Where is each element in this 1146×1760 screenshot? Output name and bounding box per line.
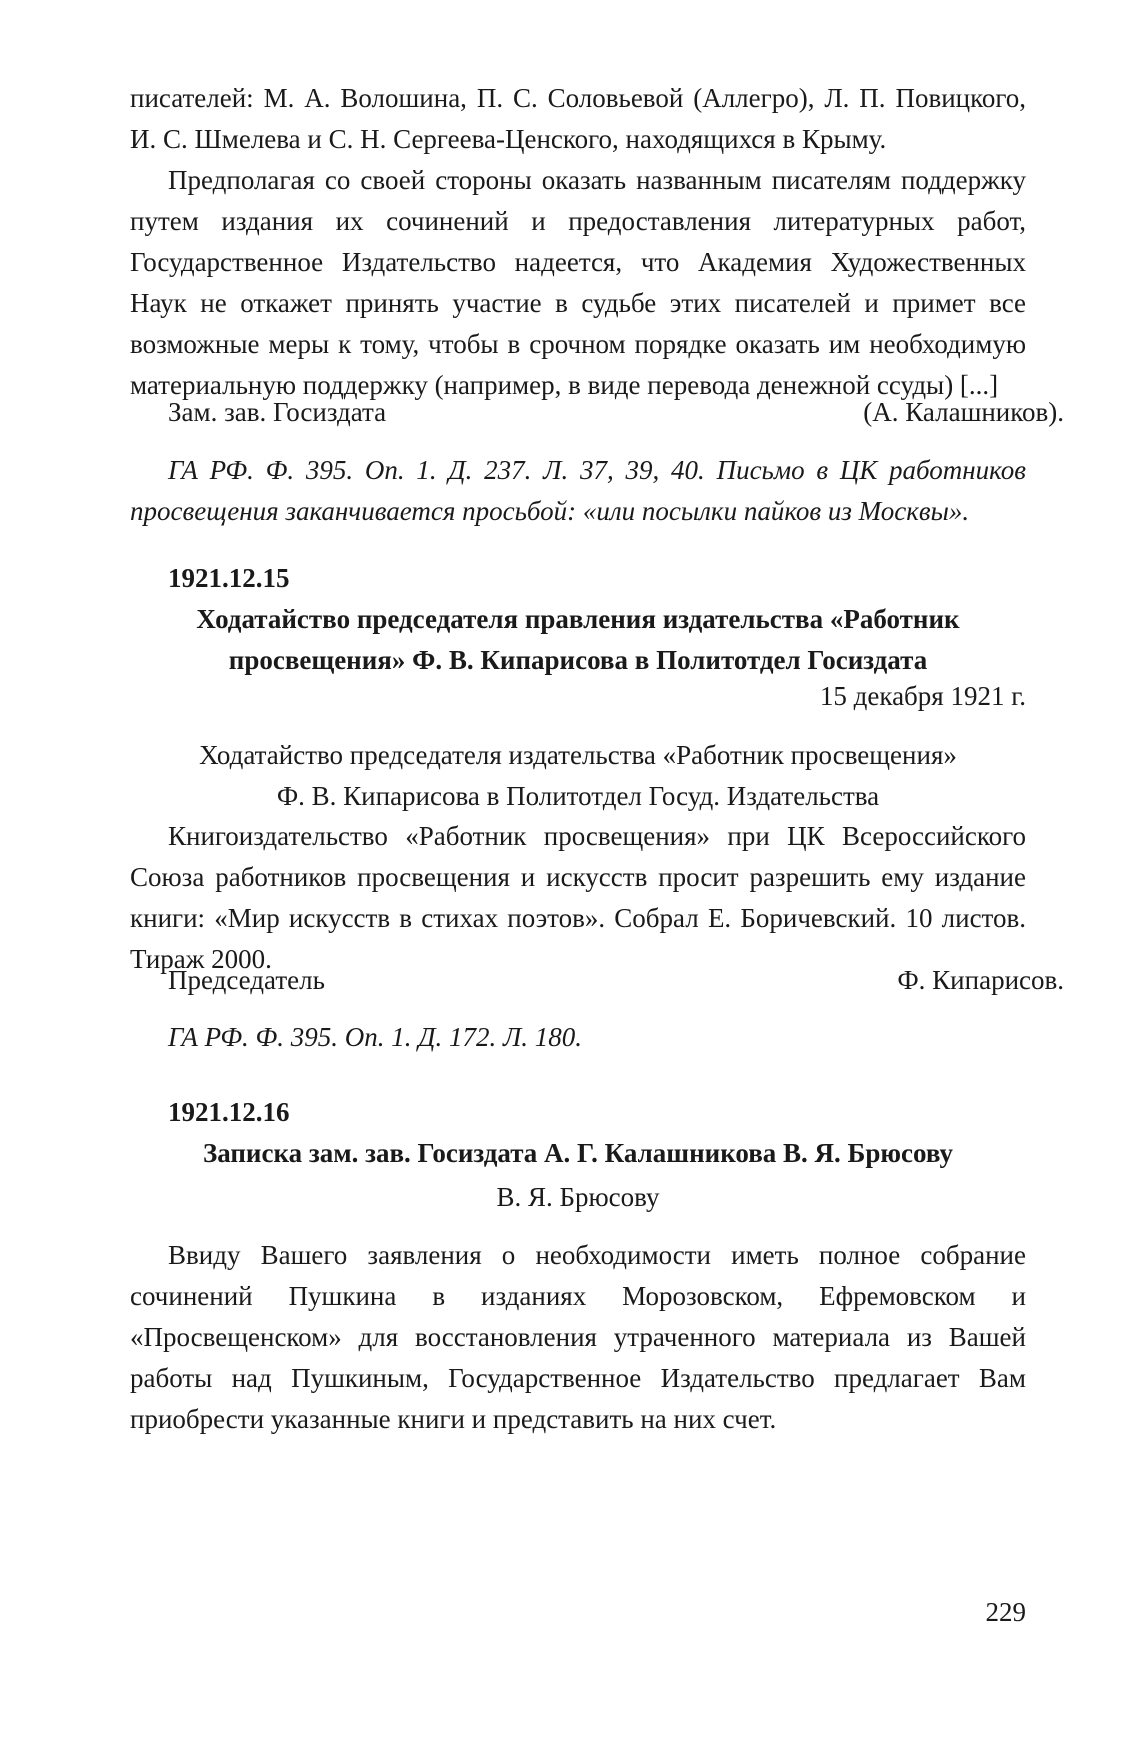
paragraph: Книгоиздательство «Работник просвещения» при ЦК Всероссийского Союза работников просвещения и искусств просит разрешить ему издание книги: «Мир искусств в стихах поэтов». Собрал Е. Боричевский. 10 листов. Тираж 2000. [130,821,1026,974]
addressee: В. Я. Брюсову [496,1182,660,1212]
page-number: 229 [985,1597,1026,1627]
signature-line [130,392,1064,433]
document-body [130,1235,1026,1440]
document-entry-2 [130,1092,1026,1174]
archive-reference: ГА РФ. Ф. 395. Оп. 1. Д. 172. Л. 180. [168,1022,582,1052]
signature-position: Зам. зав. Госиздата [168,397,387,427]
document-number: 1921.12.15 [168,563,290,593]
paragraph-continued: писателей: М. А. Волошина, П. С. Соловьевой (Аллегро), Л. П. Повицкого, И. С. Шмелева и С. Н. Сергеева-Ценского, находящихся в Крыму. [130,83,1026,154]
archive-source [130,450,1026,532]
document-entry-1 [130,558,1026,681]
document-body [130,816,1026,980]
archive-reference: ГА РФ. Ф. 395. Оп. 1. Д. 237. Л. 37, 39, 40. Письмо в ЦК работников просвещения заканчивается просьбой: «или посылки пайков из Москвы». [130,455,1026,526]
document-title: Ходатайство председателя правления издательства «Работник просвещения» Ф. В. Кипарисова в Политотдел Госиздата [196,604,960,675]
signature-name: (А. Калашников). [863,397,1064,427]
archive-source [130,1017,1026,1058]
document-date: 15 декабря 1921 г. [819,681,1026,711]
signature-name: Ф. Кипарисов. [897,965,1064,995]
document-number: 1921.12.16 [168,1097,290,1127]
document-header [130,735,1026,817]
continued-letter [130,78,1026,406]
paragraph: Предполагая со своей стороны оказать названным писателям поддержку путем издания их сочинений и предоставления литературных работ, Государственное Издательство надеется, что Академия Художественных Наук не откажет принять участие в судьбе этих писателей и примет все возможные меры к тому, чтобы в срочном порядке оказать им необходимую материальную поддержку (например, в виде перевода денежной ссуды) [...] [130,165,1026,400]
paragraph: Ввиду Вашего заявления о необходимости иметь полное собрание сочинений Пушкина в изданиях Морозовском, Ефремовском и «Просвещенском» для восстановления утраченного материала из Вашей работы над Пушкиным, Государственное Издательство предлагает Вам приобрести указанные книги и представить на них счет. [130,1240,1026,1434]
header-line: Ходатайство председателя издательства «Работник просвещения» [199,740,957,770]
header-line: Ф. В. Кипарисова в Политотдел Госуд. Издательства [276,781,880,811]
document-title: Записка зам. зав. Госиздата А. Г. Калашникова В. Я. Брюсову [202,1138,954,1168]
signature-position: Председатель [168,965,325,995]
signature-line [130,960,1064,1001]
